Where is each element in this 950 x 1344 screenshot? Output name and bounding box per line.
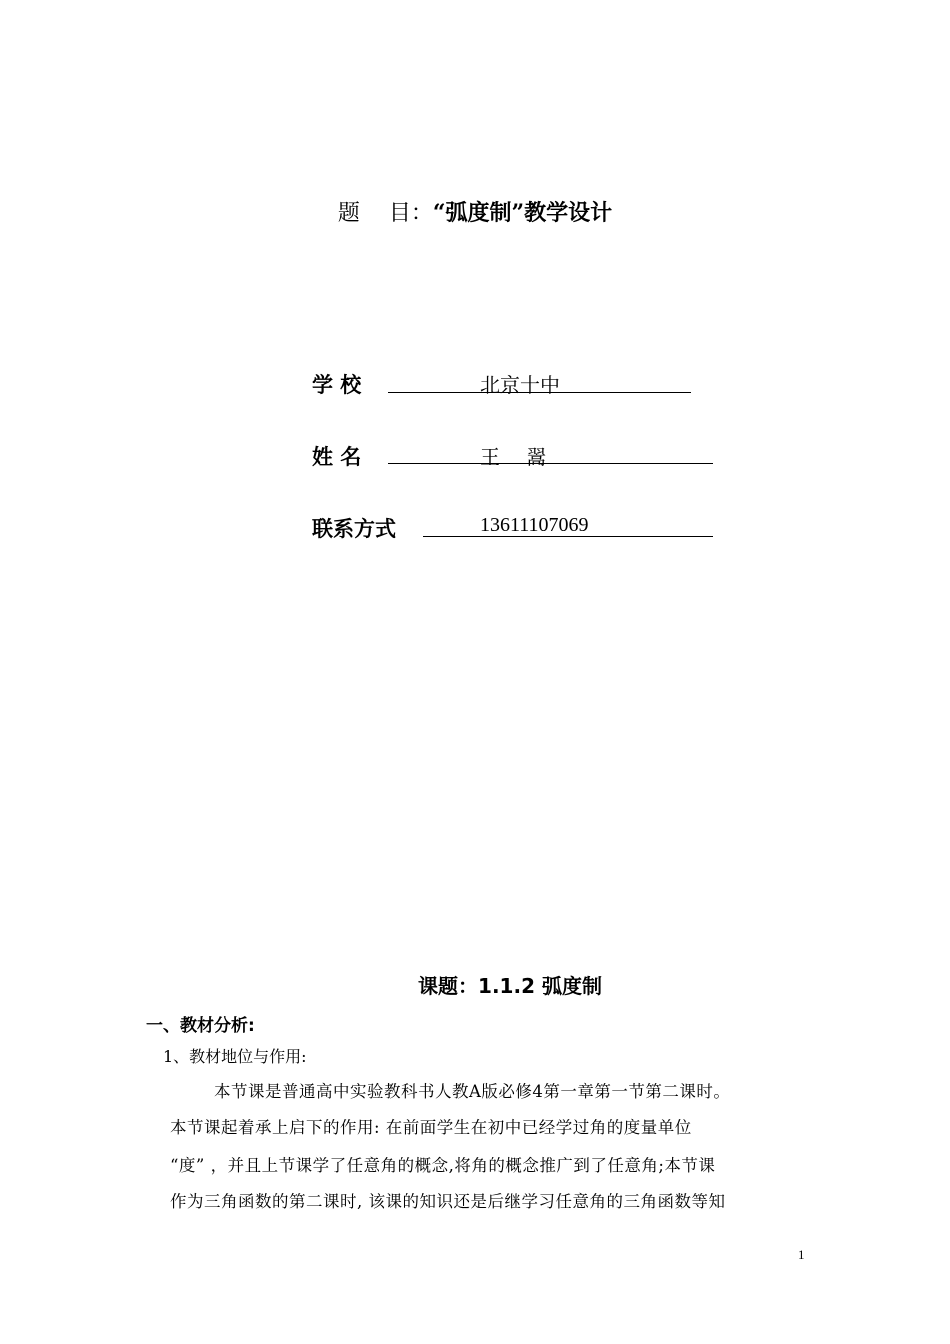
paragraph-line: “度” ，并且上节课学了任意角的概念,将角的概念推广到了任意角;本节课 xyxy=(170,1156,716,1175)
contact-value: 13611107069 xyxy=(480,514,589,536)
section-heading: 一、教材分析: xyxy=(146,1016,255,1036)
document-title xyxy=(0,196,950,227)
paragraph-line: 本节课起着承上启下的作用: 在前面学生在初中已经学过角的度量单位 xyxy=(170,1118,692,1137)
name-underline xyxy=(388,435,713,464)
school-label: 学 校 xyxy=(312,373,362,397)
title-value: “弧度制”教学设计 xyxy=(432,200,613,226)
name-label: 姓 名 xyxy=(312,445,362,469)
sub-heading: 1、教材地位与作用: xyxy=(163,1047,307,1066)
name-value: 王 翯 xyxy=(480,445,547,469)
page-number: 1 xyxy=(798,1247,805,1262)
lesson-title: 课题：1.1.2 弧度制 xyxy=(418,974,602,998)
paragraph-line: 作为三角函数的第二课时, 该课的知识还是后继学习任意角的三角函数等知 xyxy=(170,1192,726,1211)
paragraph-line: 本节课是普通高中实验教科书人教A版必修4第一章第一节第二课时。 xyxy=(214,1082,731,1101)
title-label: 题 目： xyxy=(337,201,433,226)
school-value: 北京十中 xyxy=(480,373,560,397)
contact-label: 联系方式 xyxy=(312,517,396,541)
